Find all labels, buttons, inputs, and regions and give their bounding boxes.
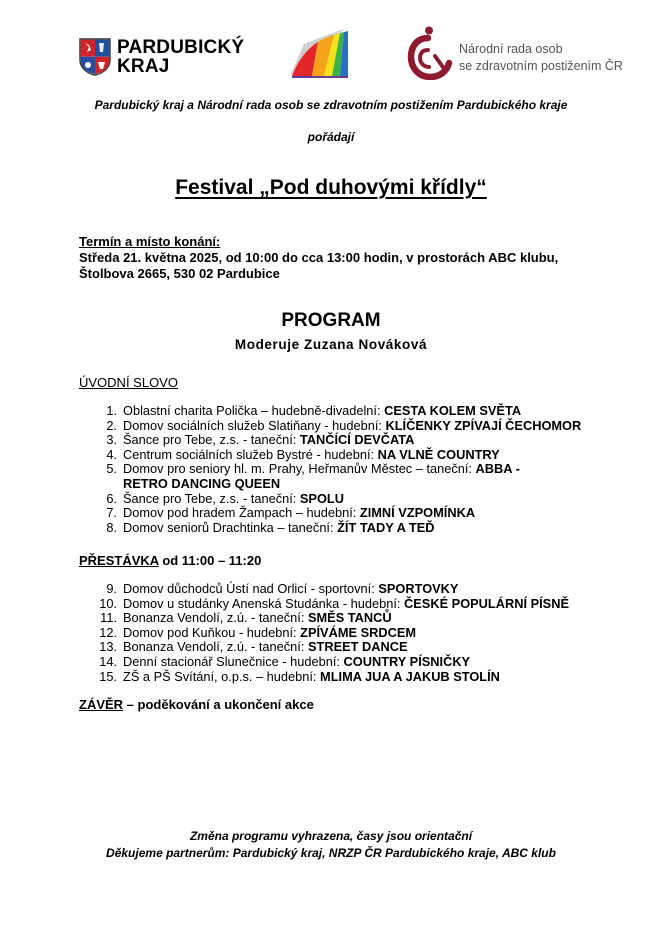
list-item: 2. Domov sociálních služeb Slatiňany - hudební: KLÍČENKY ZPÍVAJÍ ČECHOMOR [106,417,582,433]
break-label: PŘESTÁVKA [79,553,159,568]
list-item: 10. Domov u studánky Anenská Studánka - hudební: ČESKÉ POPULÁRNÍ PÍSNĚ [99,595,569,611]
list-item: 15. ZŠ a PŠ Svítání, o.p.s. – hudební: MLIMA JUA A JAKUB STOLÍN [99,668,500,684]
venue-line-1: Středa 21. května 2025, od 10:00 do cca 13:00 hodin, v prostorách ABC klubu, [79,250,559,265]
list-item: 12. Domov pod Kuňkou - hudební: ZPÍVÁME SRDCEM [99,624,417,640]
opening-heading: ÚVODNÍ SLOVO [79,375,178,390]
organizers-line: Pardubický kraj a Národní rada osob se zdravotním postižením Pardubického kraje [94,98,568,112]
list-item: 8. Domov seniorů Drachtinka – taneční: ŽÍT TADY A TEĎ [106,519,435,535]
list-item: 14. Denní stacionář Slunečnice - hudební: COUNTRY PÍSNIČKY [99,653,471,669]
poradaji-line: pořádají [307,130,355,144]
venue-block [79,234,558,282]
list-item: 6. Šance pro Tebe, z.s. - taneční: SPOLU [106,490,344,506]
moderator-line: Moderuje Zuzana Nováková [234,337,428,352]
rainbow-wing-icon [288,24,350,80]
footer-line-1: Změna programu vyhrazena, časy jsou orientační [189,829,473,843]
logo-line-2: KRAJ [117,56,170,77]
closing-label: ZÁVĚR [79,697,124,712]
logo-line-1: PARDUBICKÝ [117,37,245,58]
rainbow-wings-logo [288,24,350,85]
venue-label: Termín a místo konání: [79,234,221,249]
list-item: 13. Bonanza Vendolí, z.ú. - taneční: STREET DANCE [99,639,408,655]
break-time: od 11:00 – 11:20 [158,553,262,568]
footer-line-2: Děkujeme partnerům: Pardubický kraj, NRZP ČR Pardubického kraje, ABC klub [106,846,556,860]
list-item: 3. Šance pro Tebe, z.s. - taneční: TANČÍCÍ DEVČATA [106,432,415,448]
nrzp-mark-icon [407,26,453,80]
list-item: 4. Centrum sociálních služeb Bystré - hudební: NA VLNĚ COUNTRY [106,446,500,462]
pardubicky-kraj-logo [79,38,249,78]
pardubicky-kraj-wordmark [117,38,244,76]
program-list-part-2 [79,582,599,684]
closing-line [79,697,314,713]
nrzp-line-1: Národní rada osob [459,42,563,56]
closing-text: – poděkování a ukončení akce [123,697,314,712]
list-item: 1. Oblastní charita Polička – hudebně-divadelní: CESTA KOLEM SVĚTA [106,403,522,418]
program-list-part-1 [79,404,599,535]
break-line [79,553,261,569]
list-item: 9. Domov důchodců Ústí nad Orlicí - sportovní: SPORTOVKY [106,581,459,596]
list-item: 7. Domov pod hradem Žampach – hudební: ZIMNÍ VZPOMÍNKA [106,505,476,521]
nrzp-wordmark [459,41,623,75]
nrzp-logo [407,26,637,80]
list-item: 5. Domov pro seniory hl. m. Prahy, Heřmanův Městec – taneční: ABBA - RETRO DANCING QUEEN [106,461,520,491]
list-item: 11. Bonanza Vendolí, z.ú. - taneční: SMĚS TANCŮ [100,610,392,626]
venue-line-2: Štolbova 2665, 530 02 Pardubice [79,266,280,281]
footer-note [0,828,662,862]
festival-title: Festival „Pod duhovými křídly“ [175,176,487,199]
coat-of-arms-icon [79,38,111,76]
nrzp-line-2: se zdravotním postižením ČR [459,59,623,73]
program-heading: PROGRAM [281,310,381,331]
